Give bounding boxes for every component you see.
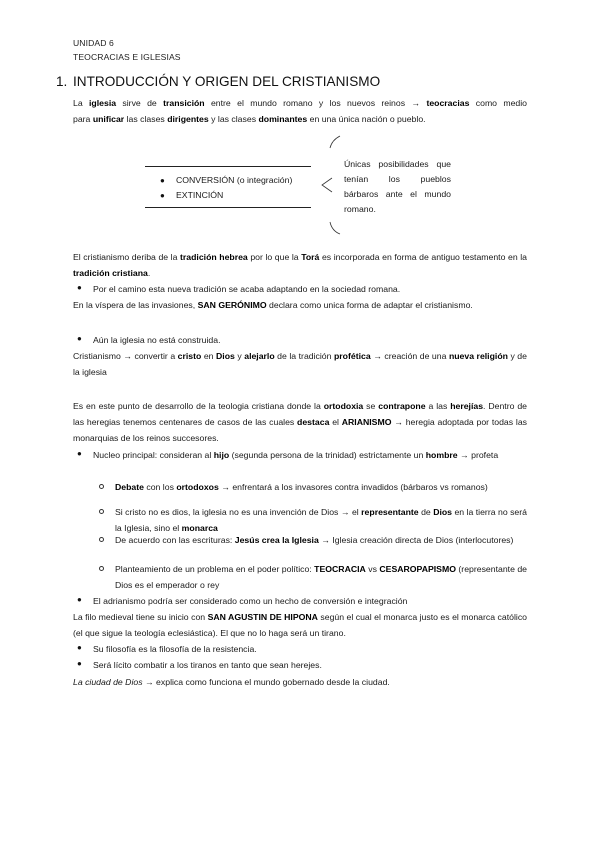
bullet-adrianismo: El adrianismo podría ser considerado como un hecho de conversión e integración [93, 596, 408, 606]
circle-bullet-icon [99, 537, 104, 542]
section-title: INTRODUCCIÓN Y ORIGEN DEL CRISTIANISMO [73, 74, 381, 89]
bullet-camino: Por el camino esta nueva tradición se acaba adaptando en la sociedad romana. [93, 284, 401, 294]
bullet-tiranos: Será lícito combatir a los tiranos en tanto que sean herejes. [93, 660, 322, 670]
intro-line-2: para unificar las clases dirigentes y las clases dominantes en una única nación o pueblo. [73, 114, 426, 124]
sub-bullet-escrituras: De acuerdo con las escrituras: Jesús crea la Iglesia → Iglesia creación directa de Dios (interlocutores) [115, 535, 514, 545]
bullet-icon: ● [77, 283, 82, 292]
bullet-nucleo: Nucleo principal: consideran al hijo (segunda persona de la trinidad) estrictamente un hombre → profeta [93, 450, 499, 460]
ciudad-paragraph: La ciudad de Dios → explica como funciona el mundo gobernado desde la ciudad. [73, 677, 390, 687]
section-heading [56, 74, 380, 89]
circle-bullet-icon [99, 509, 104, 514]
topic-label: TEOCRACIAS E IGLESIAS [73, 52, 181, 62]
filo-paragraph: La filo medieval tiene su inicio con SAN AGUSTIN DE HIPONA según el cual el monarca justo es el monarca católico (el que sigue la teología eclesiástica). El que no lo haga será un tirano. [73, 612, 528, 638]
bullet-icon: ● [77, 643, 82, 652]
bullet-icon: ● [77, 334, 82, 343]
bullet-filosofia: Su filosofía es la filosofía de la resistencia. [93, 644, 257, 654]
sub-bullet-planteamiento: Planteamiento de un problema en el poder político: TEOCRACIA vs CESAROPAPISMO (representante de Dios es el emperador o rey [115, 564, 528, 590]
diagram-item-conversion: CONVERSIÓN (o integración) [176, 175, 293, 185]
diagram-top-line [145, 166, 311, 167]
diagram-note: Únicas posibilidades que tenían los pueblos bárbaros ante el mundo romano. [344, 159, 451, 214]
intro-paragraph [73, 95, 527, 127]
section-number: 1. [56, 74, 68, 89]
bullet-icon: ● [77, 449, 82, 458]
unit-label: UNIDAD 6 [73, 38, 114, 48]
diagram-bottom-line [145, 207, 311, 208]
diagram-bullet: ● [160, 176, 165, 185]
bullet-icon: ● [77, 595, 82, 604]
bullet-icon: ● [77, 659, 82, 668]
circle-bullet-icon [99, 566, 104, 571]
ciudad-title: La ciudad de Dios [73, 677, 143, 687]
geronimo-paragraph: En la víspera de las invasiones, SAN GERÓNIMO declara como unica forma de adaptar el cristianismo. [73, 300, 473, 310]
intro-line-1: La iglesia sirve de transición entre el mundo romano y los nuevos reinos → teocracias como medio [73, 98, 528, 108]
cristianismo-paragraph: Cristianismo → convertir a cristo en Dios y alejarlo de la tradición profética → creación de una nueva religión y de la iglesia [73, 351, 527, 377]
tradition-paragraph: El cristianismo deriba de la tradición hebrea por lo que la Torá es incorporada en forma de antiguo testamento en la tradición cristiana. [73, 252, 527, 278]
bullet-iglesia: Aún la iglesia no está construida. [93, 335, 221, 345]
ortodoxia-paragraph: Es en este punto de desarrollo de la teologia cristiana donde la ortodoxia se contrapone a las herejías. Dentro de las heregias tenemos centenares de casos de las cuales destaca el ARIANISMO → heregia adoptada por todas las monarquias de los reinos succesores. [73, 401, 527, 443]
circle-bullet-icon [99, 484, 104, 489]
sub-bullet-cristo: Si cristo no es dios, la iglesia no es una invención de Dios → el representante de Dios en la tierra no será la Iglesia, sino el monarca [115, 507, 527, 533]
diagram-item-extinction: EXTINCIÓN [176, 190, 224, 200]
diagram-bullet: ● [160, 191, 165, 200]
sub-bullet-debate: Debate con los ortodoxos → enfrentará a los invasores contra invadidos (bárbaros vs romanos) [115, 482, 488, 492]
